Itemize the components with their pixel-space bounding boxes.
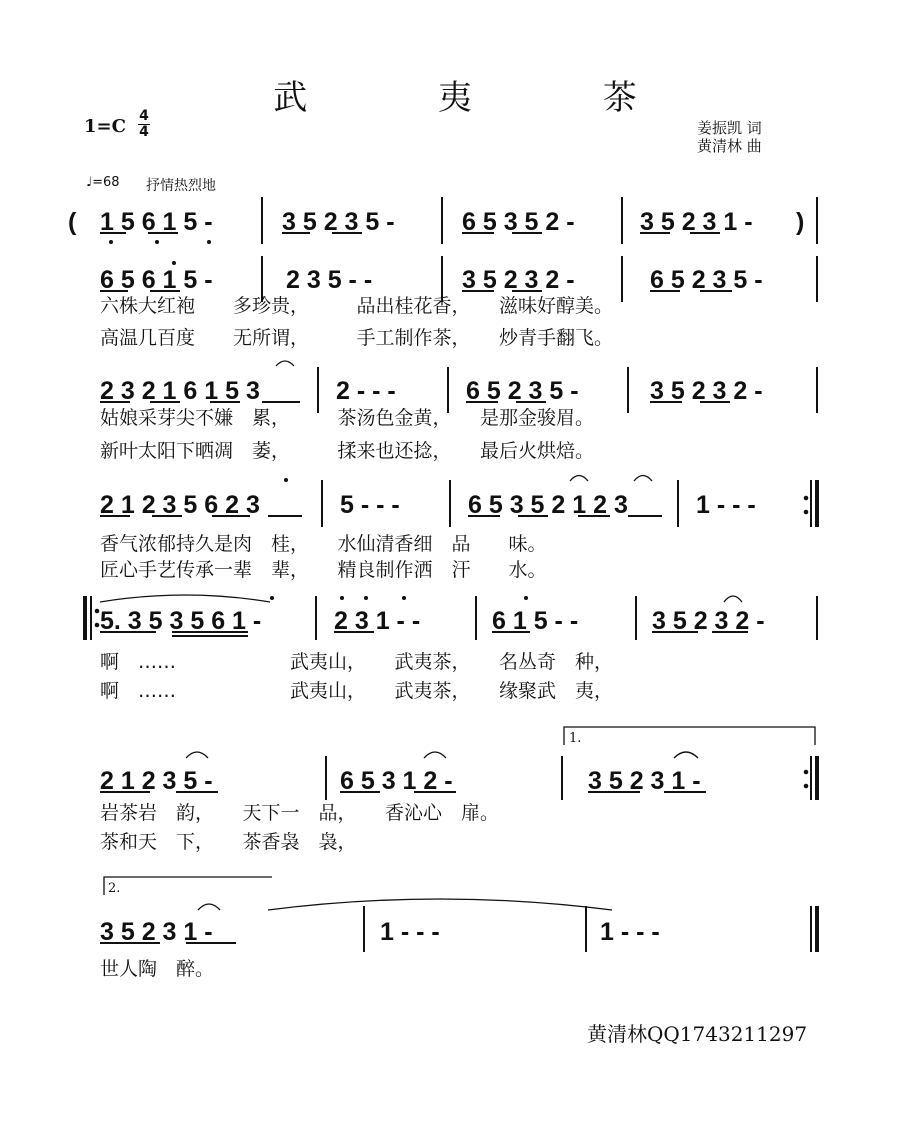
- notation-measure: 6 5 2 3 5 -: [466, 377, 579, 405]
- notation-measure: 2 1 2 3 5 6 2 3: [100, 491, 260, 519]
- notation-measure: 2 1 2 3 5 -: [100, 767, 213, 795]
- lyric-line: 啊 …… 武夷山， 武夷茶， 名丛奇 种，: [100, 651, 614, 673]
- notation-measure: 6 5 6 1 5 -: [100, 266, 213, 294]
- notation-measure: 3 5 2 3 1 -: [640, 208, 753, 236]
- notation-measure: 3 5 2 3 5 -: [282, 208, 395, 236]
- lyric-line: 岩茶岩 韵， 天下一 品， 香沁心 扉。: [100, 802, 500, 824]
- expression-marking: 抒情热烈地: [146, 178, 216, 194]
- page-title: 武 夷 茶: [273, 78, 697, 118]
- notation-measure: 1 5 6 1 5 -: [100, 208, 213, 236]
- lyric-line: 茶和天 下， 茶香袅 袅，: [100, 831, 357, 853]
- lyric-line: 啊 …… 武夷山， 武夷茶， 缘聚武 夷，: [100, 680, 614, 702]
- notation-measure: 5 - - -: [340, 491, 400, 519]
- time-signature-top: 4: [139, 108, 149, 124]
- notation-measure: 1 - - -: [600, 918, 660, 946]
- volta-first-label: 1.: [569, 731, 582, 746]
- lyric-line: 姑娘采芽尖不嫌 累， 茶汤色金黄， 是那金骏眉。: [100, 407, 595, 429]
- tempo-marking: ♩=68: [86, 175, 120, 190]
- notation-measure: 6 1 5 - -: [492, 607, 579, 635]
- notation-measure: 6 5 3 5 2 1 2 3: [468, 491, 628, 519]
- key-signature: 1=C: [84, 116, 126, 137]
- notation-measure: 3 5 2 3 1 -: [100, 918, 213, 946]
- composer-credit: 黄清林 曲: [697, 137, 762, 155]
- lyric-line: 世人陶 醉。: [100, 958, 215, 980]
- notation-measure: 3 5 2 3 2 -: [650, 377, 763, 405]
- notation-measure: 3 5 2 3 2 -: [462, 266, 575, 294]
- lyric-line: 六株大红袍 多珍贵， 品出桂花香， 滋味好醇美。: [100, 295, 614, 317]
- notation-measure: 1 - - -: [696, 491, 756, 519]
- lyric-line: 新叶太阳下晒凋 萎， 揉来也还捻， 最后火烘焙。: [100, 440, 595, 462]
- lyricist-credit: 姜振凯 词: [697, 119, 762, 137]
- notation-measure: 1 - - -: [380, 918, 440, 946]
- notation-measure: 2 - - -: [336, 377, 396, 405]
- notation-paren-close: ): [796, 208, 805, 236]
- volta-second-label: 2.: [108, 881, 121, 896]
- notation-paren-open: (: [68, 208, 77, 236]
- notation-measure: 3 5 2 3 2 -: [652, 607, 765, 635]
- notation-measure: 3 5 2 3 1 -: [588, 767, 701, 795]
- lyric-line: 香气浓郁持久是肉 桂， 水仙清香细 品 味。: [100, 533, 547, 555]
- notation-measure: 5. 3 5 3 5 6 1 -: [100, 607, 262, 635]
- notation-measure: 6 5 3 5 2 -: [462, 208, 575, 236]
- notation-measure: 2 3 2 1 6 1 5 3: [100, 377, 260, 405]
- notation-measure: 6 5 3 1 2 -: [340, 767, 453, 795]
- lyric-line: 匠心手艺传承一辈 辈， 精良制作洒 汗 水。: [100, 559, 547, 581]
- notation-measure: 2 3 5 - -: [286, 266, 373, 294]
- lyric-line: 高温几百度 无所谓， 手工制作茶， 炒青手翻飞。: [100, 327, 614, 349]
- notation-measure: 2 3 1 - -: [334, 607, 421, 635]
- time-signature-bottom: 4: [139, 124, 149, 140]
- watermark-text: 黄清林QQ1743211297: [587, 1022, 808, 1046]
- notation-measure: 6 5 2 3 5 -: [650, 266, 763, 294]
